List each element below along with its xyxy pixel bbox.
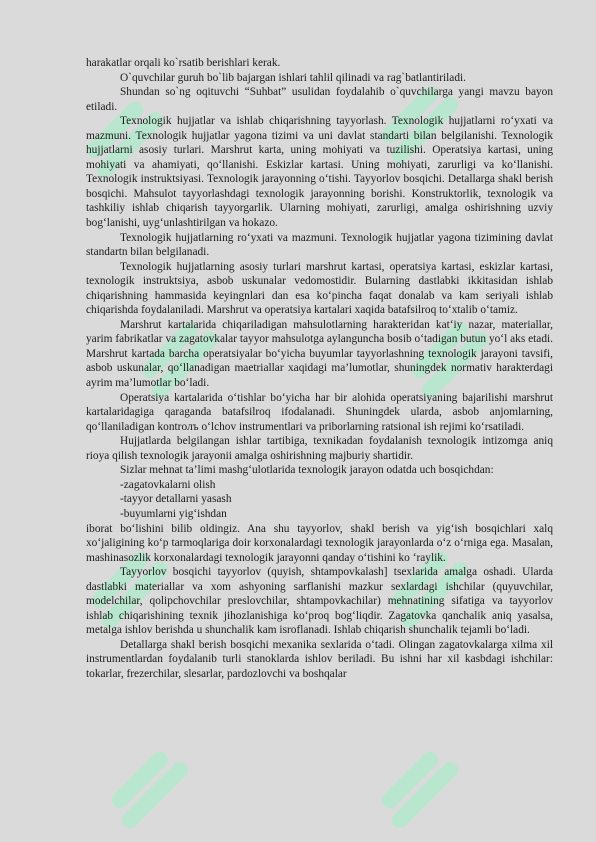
watermark-stroke [120,760,180,820]
paragraph: harakatlar orqali ko`rsatib berishlari kerak. [86,57,281,69]
paragraph: Operatsiya kartalarida o‘tishlar bo‘yicha har bir alohida operatsiyaning bajarilishi marshrut kartalaridagiga qaraganda batafsilroq ifodalanadi. Shuningdek ularda, asbob anjomlarning, qo‘llaniladigan kontroлъ o‘lchov instrumentlari va priborlarning ratsional ish rejimi ko‘rsatiladi. [86,391,553,433]
paragraph: Tayyorlov bosqichi tayyorlov (quyish, shtampovkalash] tsexlarida amalga oshadi. Ularda dastlabki materiallar va xom ashyoning sarflanishi mazkur sexlardagi ishchilar (quyuvchilar, modelchilar, qolipchovchilar preslovchilar, shtampovkachilar) mehnatining sifatiga va tayyorlov ishlab chiqarishining texnik jihozlanishiga ko‘proq bog‘liqdir. Zagatovka qanchalik aniq yasalsa, metalga ishlov berishda u shunchalik kam isroflanadi. Ishlab chiqarish shunchalik tejamli bo‘ladi. [86,566,553,637]
paragraph: Texnologik hujjatlarning asosiy turlari marshrut kartasi, operatsiya kartasi, eskizlar kartasi, texnologik instruktsiya, asbob uskunalar vedomostidir. Bularning dastlabki ikkitasidan ishlab chiqarishning hammasida keyingnlari dan esa ko‘pincha faqat donalab va kam seriyali ishlab chiqarishda foydalaniladi. Marshrut va operatsiya kartalari xaqida batafsilroq to‘xtalib o‘tamiz. [86,260,553,317]
paragraph: O`quvchilar guruh bo`lib bajargan ishlari tahlil qilinadi va rag`batlantiriladi. [120,71,466,84]
watermark-stroke [390,760,450,820]
paragraph: Texnologik hujjatlarning ro‘yxati va mazmuni. Texnologik hujjatlar yagona tizimining davlat standartn bilan belgilanadi. [86,231,553,259]
paragraph: Hujjatlarda belgilangan ishlar tartibiga, texnikadan foydalanish texnologik intizomga aniq rioya qilish texnologik jarayonii amalga oshirishning majburiy shartidir. [86,435,553,462]
paragraph: Shundan so`ng oqituvchi “Suhbat” usulidan foydalahib o`quvchilarga yangi mavzu bayon etiladi. [86,86,553,113]
body-text [86,56,553,682]
list-item: -zagatovkalarni olish [120,478,216,491]
paragraph: iborat bo‘lishini bilib oldingiz. Ana shu tayyorlov, shakl berish va yig‘ish bosqichlari xalq xo‘jaligining ko‘p tarmoqlariga doir korxonalardagi texnologik jarayonlarda o‘z o‘rniga ega. Masalan, mashinasozlik korxonalardagi texnologik jarayonni qanday o‘tishini ko ‘raylik. [86,522,553,564]
paragraph: Sizlar mehnat ta’limi mashg‘ulotlarida texnologik jarayon odatda uch bosqichdan: [120,464,494,477]
paragraph: Texnologik hujjatlar va ishlab chiqarishning tayyorlash. Texnologik hujjatlarni ro‘yxati va mazmuni. Texnologik hujjatlar yagona tizimi va uni davlat standarti bilan belgilanishi. Texnologik hujjatlarni asosiy turlari. Marshrut karta, uning mohiyati va tuzilishi. Operatsiya kartasi, uning mohiyati va ahamiyati, qo‘llanishi. Eskizlar kartasi. Uning mohiyati, zarurligi va ko‘llanishi. Texnologik instruktsiyasi. Texnologik jarayonning o‘tishi. Tayyorlov bosqichi. Detallarga shakl berish bosqichi. Mahsulot tayyorlashdagi texnologik jarayonning borishi. Konstruktorlik, texnologik va tashkiliy ishlab chiqarish tayyorgarlik. Ularning mohiyati, zarurligi, amalga oshirishning uzviy bog‘lanishi, uyg‘unlashtirilgan va hokazo. [86,115,553,230]
paragraph: Marshrut kartalarida chiqariladigan mahsulotlarning harakteridan kat‘iy nazar, materiallar, yarim fabrikatlar va zagatovkalar tayyor mahsulotga aylanguncha bosib o‘tadigan butun yo‘l aks etadi. Marshrut kartada barcha operatsiyalar bo‘yicha buyumlar tayyorlashning texnologik jarayoni tavsifi, asbob uskunalar, qo‘llanadigan maetriallar xaqidagi ma’lumotlar, shuningdek normativ harakterdagi ayrim ma’lumotlar bo‘ladi. [86,318,553,390]
list-item: -tayyor detallarni yasash [120,493,232,506]
list-item: -buyumlarni yig‘ishdan [120,507,227,520]
paragraph: Detallarga shakl berish bosqichi mexanika sexlarida o‘tadi. Olingan zagatovkalarga xilma xil instrumentlardan foydalanib turli stanoklarda ishlov beriladi. Bu ishni har xil kasbdagi ishchilar: tokarlar, frezerchilar, slesarlar, pardozlovchi va boshqalar [86,638,553,680]
